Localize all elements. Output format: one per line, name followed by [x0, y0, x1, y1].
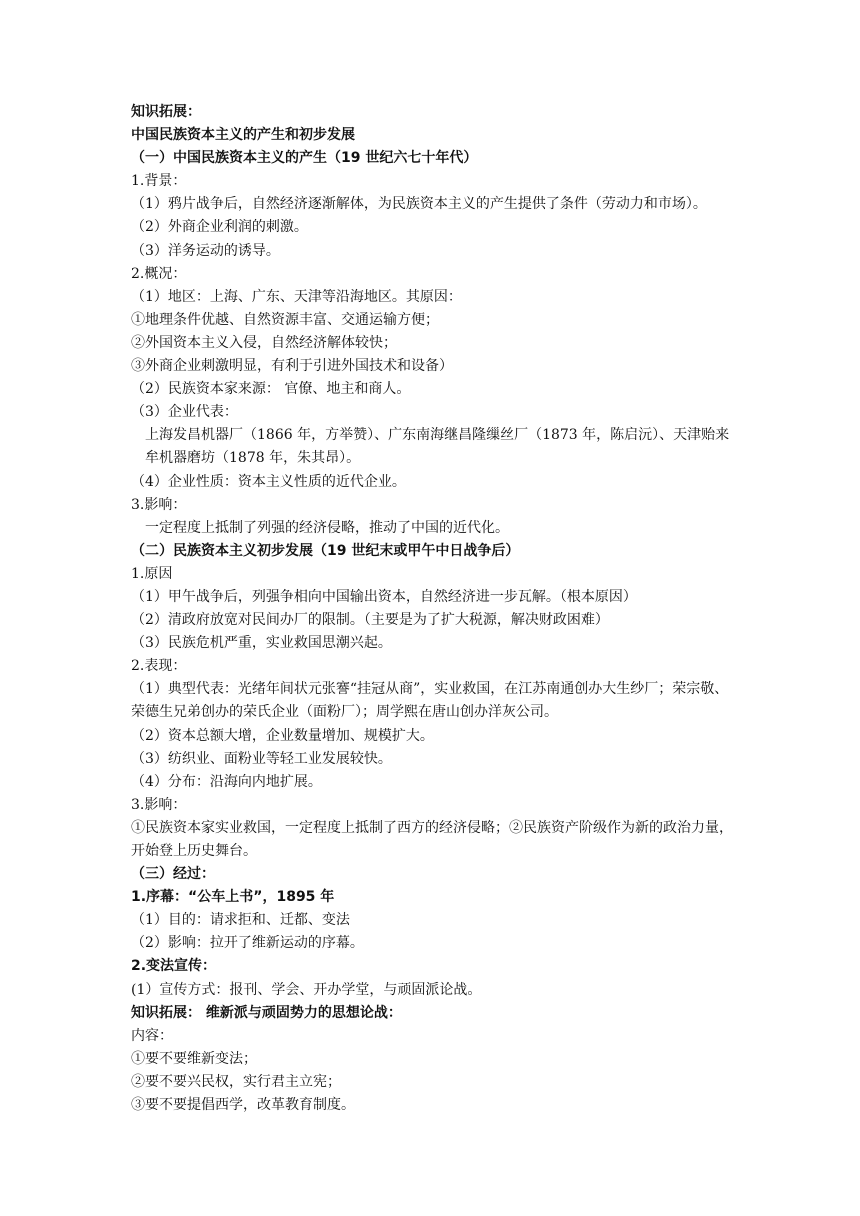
text-line: 2.概况： — [131, 265, 187, 282]
text-line: 上海发昌机器厂（1866 年，方举赞）、广东南海继昌隆缫丝厂（1873 年，陈启沅）、天津贻来牟机器磨坊（1878 年，朱其昂）。 — [145, 427, 730, 467]
text-line: ③要不要提倡西学，改革教育制度。 — [131, 1097, 355, 1114]
text-line: （1）典型代表：光绪年间状元张謇“挂冠从商”，实业救国，在江苏南通创办大生纱厂；荣宗敬、荣德生兄弟创办的荣氏企业（面粉厂）；周学熙在唐山创办洋灰公司。 — [131, 681, 729, 721]
text-line: （2）清政府放宽对民间办厂的限制。（主要是为了扩大税源，解决财政困难） — [131, 612, 609, 629]
text-line: （4）分布：沿海向内地扩展。 — [131, 773, 322, 790]
text-line: 1.原因 — [131, 565, 173, 582]
heading-line: 知识拓展： — [131, 104, 201, 120]
heading-line: 2.变法宣传： — [131, 958, 217, 975]
text-line: ①地理条件优越、自然资源丰富、交通运输方便； — [131, 311, 439, 328]
text-line: 2.表现： — [131, 658, 187, 675]
text-line: （2）民族资本家来源： 官僚、地主和商人。 — [131, 381, 411, 398]
text-line: ③外商企业刺激明显，有利于引进外国技术和设备） — [131, 358, 453, 375]
text-line: 一定程度上抵制了列强的经济侵略，推动了中国的近代化。 — [145, 519, 509, 536]
text-line: (1）宣传方式：报刊、学会、开办学堂，与顽固派论战。 — [131, 981, 482, 998]
text-line: （3）纺织业、面粉业等轻工业发展较快。 — [131, 750, 392, 767]
text-line: （3）洋务运动的诱导。 — [131, 242, 280, 259]
text-line: （4）企业性质：资本主义性质的近代企业。 — [131, 473, 406, 490]
heading-line: （一）中国民族资本主义的产生（19 世纪六七十年代） — [131, 150, 478, 167]
text-line: （3）企业代表： — [131, 404, 238, 421]
text-line: 3.影响： — [131, 496, 187, 513]
heading-line: 中国民族资本主义的产生和初步发展 — [131, 127, 355, 144]
text-line: （2）影响：拉开了维新运动的序幕。 — [131, 935, 364, 952]
text-line: （1）鸦片战争后，自然经济逐渐解体，为民族资本主义的产生提供了条件（劳动力和市场）。 — [131, 196, 707, 213]
text-line: 1.背景： — [131, 173, 187, 190]
heading-line: 1.序幕：“公车上书”，1895 年 — [131, 889, 335, 906]
text-line: 3.影响： — [131, 796, 187, 813]
text-line: ②要不要兴民权，实行君主立宪； — [131, 1073, 341, 1090]
heading-line: （三）经过： — [131, 866, 215, 883]
text-line: （1）甲午战争后，列强争相向中国输出资本，自然经济进一步瓦解。（根本原因） — [131, 588, 637, 605]
text-line: ①民族资本家实业救国，一定程度上抵制了西方的经济侵略；②民族资产阶级作为新的政治力量，开始登上历史舞台。 — [131, 819, 733, 859]
text-line: （1）目的：请求拒和、迁都、变法 — [131, 912, 350, 929]
heading-line: （二）民族资本主义初步发展（19 世纪末或甲午中日战争后） — [131, 542, 520, 559]
text-line: （3）民族危机严重，实业救国思潮兴起。 — [131, 635, 392, 652]
heading-line: 知识拓展： 维新派与顽固势力的思想论战： — [131, 1004, 402, 1021]
text-line: （2）外商企业利润的刺激。 — [131, 219, 308, 236]
text-line: ②外国资本主义入侵，自然经济解体较快； — [131, 334, 397, 351]
text-line: 内容： — [131, 1027, 173, 1044]
text-line: （2）资本总额大增，企业数量增加、规模扩大。 — [131, 727, 434, 744]
text-line: ①要不要维新变法； — [131, 1050, 257, 1067]
document-body — [131, 101, 741, 1117]
text-line: （1）地区：上海、广东、天津等沿海地区。其原因： — [131, 288, 462, 305]
